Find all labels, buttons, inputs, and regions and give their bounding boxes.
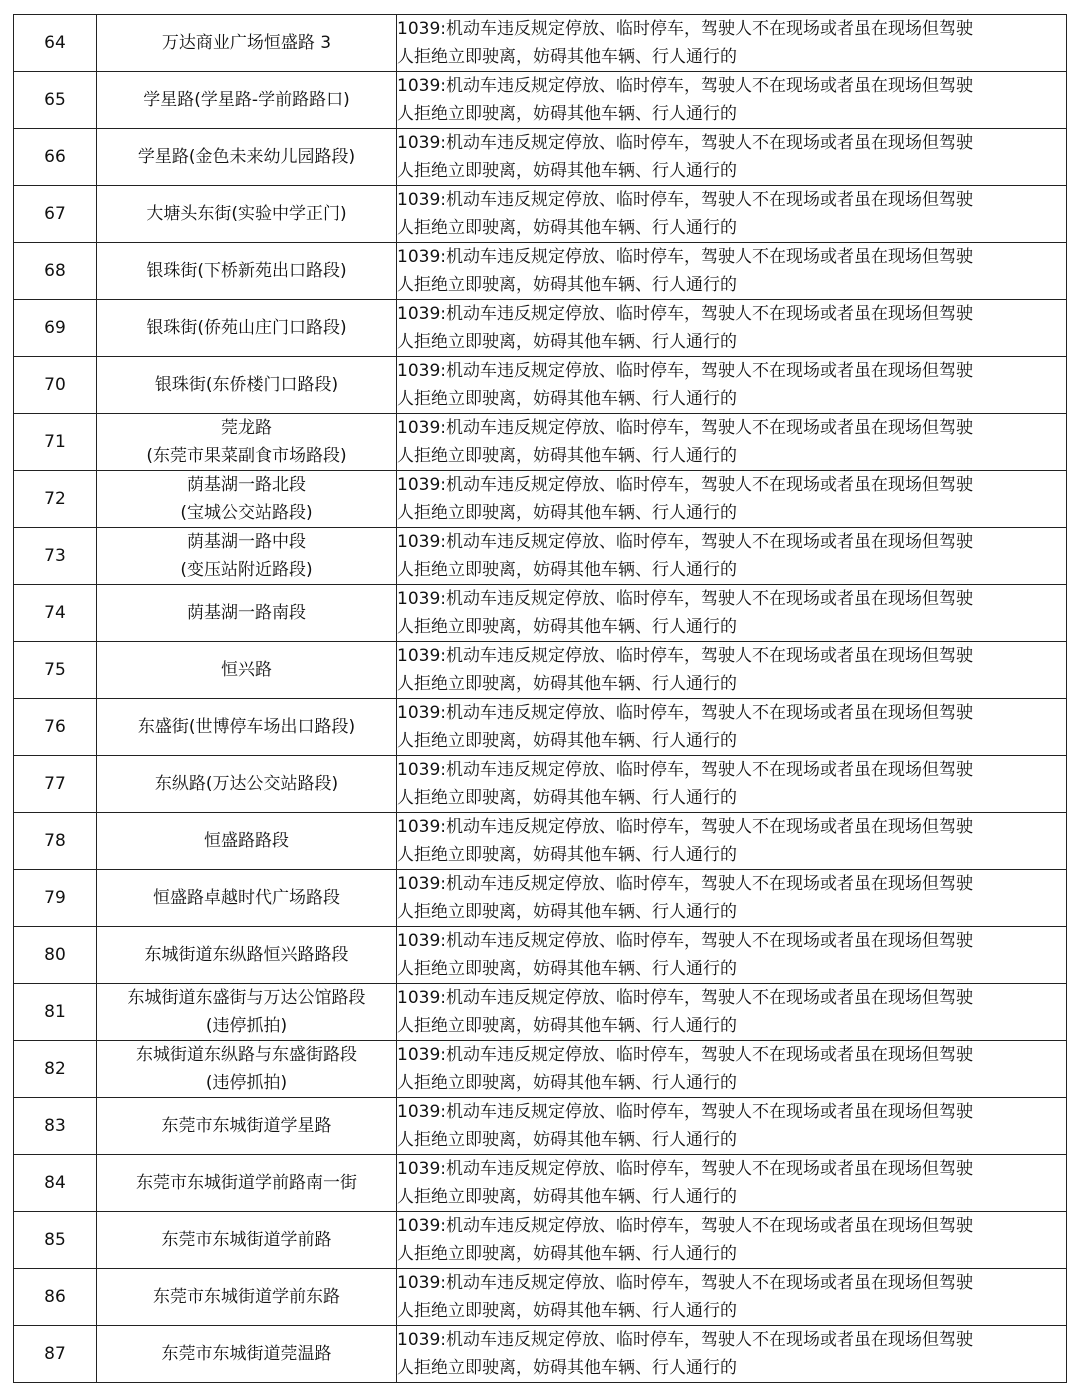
row-number: 65 bbox=[14, 72, 97, 129]
row-number: 67 bbox=[14, 186, 97, 243]
violation-description-cell bbox=[397, 357, 1067, 414]
violation-description-cell bbox=[397, 585, 1067, 642]
table-row bbox=[14, 585, 1067, 642]
location-cell bbox=[97, 129, 397, 186]
table-row bbox=[14, 756, 1067, 813]
violation-description-line: 人拒绝立即驶离，妨碍其他车辆、行人通行的 bbox=[397, 560, 737, 580]
violation-description-cell bbox=[397, 870, 1067, 927]
row-number: 77 bbox=[14, 756, 97, 813]
location-cell bbox=[97, 471, 397, 528]
violation-description-cell bbox=[397, 1041, 1067, 1098]
violation-description-line: 人拒绝立即驶离，妨碍其他车辆、行人通行的 bbox=[397, 161, 737, 181]
location-line: 东莞市东城街道莞温路 bbox=[161, 1344, 332, 1364]
violation-description-line: 1039:机动车违反规定停放、临时停车，驾驶人不在现场或者虽在现场但驾驶 bbox=[397, 133, 973, 153]
violation-description-line: 人拒绝立即驶离，妨碍其他车辆、行人通行的 bbox=[397, 275, 737, 295]
violation-description-cell bbox=[397, 699, 1067, 756]
table-row bbox=[14, 642, 1067, 699]
location-cell bbox=[97, 585, 397, 642]
location-line: (宝城公交站路段) bbox=[180, 503, 313, 523]
location-line: 东盛街(世博停车场出口路段) bbox=[137, 717, 356, 737]
location-cell bbox=[97, 870, 397, 927]
row-number: 71 bbox=[14, 414, 97, 471]
violation-description-line: 人拒绝立即驶离，妨碍其他车辆、行人通行的 bbox=[397, 446, 737, 466]
violation-description-line: 1039:机动车违反规定停放、临时停车，驾驶人不在现场或者虽在现场但驾驶 bbox=[397, 247, 973, 267]
violation-description-line: 1039:机动车违反规定停放、临时停车，驾驶人不在现场或者虽在现场但驾驶 bbox=[397, 1216, 973, 1236]
location-line: 恒兴路 bbox=[221, 660, 272, 680]
table-row bbox=[14, 528, 1067, 585]
location-cell bbox=[97, 699, 397, 756]
violation-description-line: 人拒绝立即驶离，妨碍其他车辆、行人通行的 bbox=[397, 1016, 737, 1036]
location-cell bbox=[97, 1212, 397, 1269]
location-cell bbox=[97, 756, 397, 813]
violation-description-cell bbox=[397, 186, 1067, 243]
location-cell bbox=[97, 984, 397, 1041]
location-line: 东莞市东城街道学星路 bbox=[161, 1116, 332, 1136]
location-cell bbox=[97, 813, 397, 870]
row-number: 75 bbox=[14, 642, 97, 699]
violation-description-line: 1039:机动车违反规定停放、临时停车，驾驶人不在现场或者虽在现场但驾驶 bbox=[397, 589, 973, 609]
table-row bbox=[14, 471, 1067, 528]
violation-description-cell bbox=[397, 300, 1067, 357]
violation-description-line: 人拒绝立即驶离，妨碍其他车辆、行人通行的 bbox=[397, 1358, 737, 1378]
violation-description-line: 1039:机动车违反规定停放、临时停车，驾驶人不在现场或者虽在现场但驾驶 bbox=[397, 988, 973, 1008]
row-number: 64 bbox=[14, 15, 97, 72]
violation-description-line: 人拒绝立即驶离，妨碍其他车辆、行人通行的 bbox=[397, 731, 737, 751]
location-line: 恒盛路卓越时代广场路段 bbox=[153, 888, 340, 908]
violation-description-line: 1039:机动车违反规定停放、临时停车，驾驶人不在现场或者虽在现场但驾驶 bbox=[397, 418, 973, 438]
row-number: 78 bbox=[14, 813, 97, 870]
row-number: 81 bbox=[14, 984, 97, 1041]
location-cell bbox=[97, 1041, 397, 1098]
row-number: 86 bbox=[14, 1269, 97, 1326]
violation-table bbox=[13, 14, 1067, 1383]
violation-description-line: 1039:机动车违反规定停放、临时停车，驾驶人不在现场或者虽在现场但驾驶 bbox=[397, 646, 973, 666]
violation-description-cell bbox=[397, 129, 1067, 186]
violation-description-cell bbox=[397, 1269, 1067, 1326]
row-number: 85 bbox=[14, 1212, 97, 1269]
violation-description-line: 人拒绝立即驶离，妨碍其他车辆、行人通行的 bbox=[397, 389, 737, 409]
location-line: (违停抓拍) bbox=[205, 1016, 288, 1036]
location-line: 东莞市东城街道学前路南一街 bbox=[136, 1173, 357, 1193]
row-number: 79 bbox=[14, 870, 97, 927]
location-line: 银珠街(下桥新苑出口路段) bbox=[146, 261, 347, 281]
violation-description-line: 1039:机动车违反规定停放、临时停车，驾驶人不在现场或者虽在现场但驾驶 bbox=[397, 361, 973, 381]
table-row bbox=[14, 927, 1067, 984]
row-number: 83 bbox=[14, 1098, 97, 1155]
violation-description-line: 人拒绝立即驶离，妨碍其他车辆、行人通行的 bbox=[397, 332, 737, 352]
table-row bbox=[14, 129, 1067, 186]
location-cell bbox=[97, 1326, 397, 1383]
violation-description-line: 人拒绝立即驶离，妨碍其他车辆、行人通行的 bbox=[397, 1130, 737, 1150]
location-line: 大塘头东街(实验中学正门) bbox=[146, 204, 347, 224]
location-cell bbox=[97, 72, 397, 129]
row-number: 66 bbox=[14, 129, 97, 186]
violation-description-line: 人拒绝立即驶离，妨碍其他车辆、行人通行的 bbox=[397, 902, 737, 922]
location-cell bbox=[97, 1098, 397, 1155]
violation-description-line: 人拒绝立即驶离，妨碍其他车辆、行人通行的 bbox=[397, 959, 737, 979]
location-line: 荫基湖一路中段 bbox=[187, 532, 306, 552]
violation-description-cell bbox=[397, 1326, 1067, 1383]
table-row bbox=[14, 1212, 1067, 1269]
location-line: 东纵路(万达公交站路段) bbox=[154, 774, 339, 794]
violation-description-line: 1039:机动车违反规定停放、临时停车，驾驶人不在现场或者虽在现场但驾驶 bbox=[397, 76, 973, 96]
location-line: 东莞市东城街道学前路 bbox=[161, 1230, 332, 1250]
violation-description-line: 人拒绝立即驶离，妨碍其他车辆、行人通行的 bbox=[397, 1187, 737, 1207]
table-row bbox=[14, 300, 1067, 357]
violation-description-line: 1039:机动车违反规定停放、临时停车，驾驶人不在现场或者虽在现场但驾驶 bbox=[397, 532, 973, 552]
location-line: 荫基湖一路南段 bbox=[187, 603, 306, 623]
violation-description-line: 人拒绝立即驶离，妨碍其他车辆、行人通行的 bbox=[397, 218, 737, 238]
violation-description-line: 1039:机动车违反规定停放、临时停车，驾驶人不在现场或者虽在现场但驾驶 bbox=[397, 1102, 973, 1122]
location-line: 学星路(学星路-学前路路口) bbox=[143, 90, 350, 110]
location-cell bbox=[97, 300, 397, 357]
violation-description-cell bbox=[397, 984, 1067, 1041]
location-line: 万达商业广场恒盛路 3 bbox=[161, 33, 332, 53]
row-number: 87 bbox=[14, 1326, 97, 1383]
violation-description-cell bbox=[397, 1212, 1067, 1269]
location-cell bbox=[97, 1269, 397, 1326]
violation-description-line: 1039:机动车违反规定停放、临时停车，驾驶人不在现场或者虽在现场但驾驶 bbox=[397, 703, 973, 723]
violation-description-cell bbox=[397, 414, 1067, 471]
violation-description-line: 1039:机动车违反规定停放、临时停车，驾驶人不在现场或者虽在现场但驾驶 bbox=[397, 874, 973, 894]
table-row bbox=[14, 1326, 1067, 1383]
location-line: (变压站附近路段) bbox=[180, 560, 313, 580]
location-line: (东莞市果菜副食市场路段) bbox=[146, 446, 347, 466]
violation-description-line: 1039:机动车违反规定停放、临时停车，驾驶人不在现场或者虽在现场但驾驶 bbox=[397, 190, 973, 210]
violation-description-cell bbox=[397, 528, 1067, 585]
violation-description-line: 人拒绝立即驶离，妨碍其他车辆、行人通行的 bbox=[397, 47, 737, 67]
table-row bbox=[14, 1155, 1067, 1212]
row-number: 84 bbox=[14, 1155, 97, 1212]
violation-description-line: 人拒绝立即驶离，妨碍其他车辆、行人通行的 bbox=[397, 617, 737, 637]
violation-description-line: 1039:机动车违反规定停放、临时停车，驾驶人不在现场或者虽在现场但驾驶 bbox=[397, 19, 973, 39]
location-cell bbox=[97, 642, 397, 699]
row-number: 69 bbox=[14, 300, 97, 357]
table-row bbox=[14, 186, 1067, 243]
location-line: 学星路(金色未来幼儿园路段) bbox=[137, 147, 356, 167]
location-line: 东城街道东纵路与东盛街路段 bbox=[136, 1045, 357, 1065]
violation-description-line: 人拒绝立即驶离，妨碍其他车辆、行人通行的 bbox=[397, 503, 737, 523]
violation-description-line: 1039:机动车违反规定停放、临时停车，驾驶人不在现场或者虽在现场但驾驶 bbox=[397, 1330, 973, 1350]
location-line: 东莞市东城街道学前东路 bbox=[153, 1287, 340, 1307]
violation-description-cell bbox=[397, 927, 1067, 984]
location-line: 银珠街(侨苑山庄门口路段) bbox=[146, 318, 347, 338]
violation-description-line: 1039:机动车违反规定停放、临时停车，驾驶人不在现场或者虽在现场但驾驶 bbox=[397, 1159, 973, 1179]
row-number: 73 bbox=[14, 528, 97, 585]
violation-description-line: 人拒绝立即驶离，妨碍其他车辆、行人通行的 bbox=[397, 788, 737, 808]
table-row bbox=[14, 1041, 1067, 1098]
violation-description-line: 1039:机动车违反规定停放、临时停车，驾驶人不在现场或者虽在现场但驾驶 bbox=[397, 760, 973, 780]
table-row bbox=[14, 1098, 1067, 1155]
table-row bbox=[14, 1269, 1067, 1326]
violation-description-cell bbox=[397, 243, 1067, 300]
table-row bbox=[14, 357, 1067, 414]
table-row bbox=[14, 813, 1067, 870]
location-cell bbox=[97, 1155, 397, 1212]
violation-description-line: 人拒绝立即驶离，妨碍其他车辆、行人通行的 bbox=[397, 1301, 737, 1321]
location-line: 荫基湖一路北段 bbox=[187, 475, 306, 495]
location-cell bbox=[97, 186, 397, 243]
location-line: 恒盛路路段 bbox=[204, 831, 289, 851]
location-line: 东城街道东纵路恒兴路路段 bbox=[144, 945, 349, 965]
location-cell bbox=[97, 243, 397, 300]
location-cell bbox=[97, 414, 397, 471]
violation-description-cell bbox=[397, 1155, 1067, 1212]
table-row bbox=[14, 699, 1067, 756]
violation-description-cell bbox=[397, 471, 1067, 528]
violation-description-line: 1039:机动车违反规定停放、临时停车，驾驶人不在现场或者虽在现场但驾驶 bbox=[397, 1273, 973, 1293]
location-line: (违停抓拍) bbox=[205, 1073, 288, 1093]
row-number: 82 bbox=[14, 1041, 97, 1098]
table-body bbox=[14, 15, 1067, 1383]
violation-description-line: 1039:机动车违反规定停放、临时停车，驾驶人不在现场或者虽在现场但驾驶 bbox=[397, 931, 973, 951]
location-cell bbox=[97, 357, 397, 414]
violation-description-line: 人拒绝立即驶离，妨碍其他车辆、行人通行的 bbox=[397, 845, 737, 865]
row-number: 80 bbox=[14, 927, 97, 984]
table-row bbox=[14, 15, 1067, 72]
violation-description-line: 人拒绝立即驶离，妨碍其他车辆、行人通行的 bbox=[397, 674, 737, 694]
table-row bbox=[14, 984, 1067, 1041]
location-cell bbox=[97, 927, 397, 984]
table-row bbox=[14, 870, 1067, 927]
table-row bbox=[14, 414, 1067, 471]
location-cell bbox=[97, 15, 397, 72]
row-number: 70 bbox=[14, 357, 97, 414]
violation-description-cell bbox=[397, 756, 1067, 813]
violation-description-line: 人拒绝立即驶离，妨碍其他车辆、行人通行的 bbox=[397, 104, 737, 124]
violation-description-cell bbox=[397, 813, 1067, 870]
location-line: 莞龙路 bbox=[221, 418, 272, 438]
row-number: 72 bbox=[14, 471, 97, 528]
violation-description-cell bbox=[397, 642, 1067, 699]
violation-description-cell bbox=[397, 1098, 1067, 1155]
violation-description-line: 1039:机动车违反规定停放、临时停车，驾驶人不在现场或者虽在现场但驾驶 bbox=[397, 817, 973, 837]
row-number: 68 bbox=[14, 243, 97, 300]
violation-description-line: 1039:机动车违反规定停放、临时停车，驾驶人不在现场或者虽在现场但驾驶 bbox=[397, 475, 973, 495]
table-row bbox=[14, 72, 1067, 129]
violation-description-cell bbox=[397, 72, 1067, 129]
violation-description-line: 人拒绝立即驶离，妨碍其他车辆、行人通行的 bbox=[397, 1244, 737, 1264]
violation-description-line: 1039:机动车违反规定停放、临时停车，驾驶人不在现场或者虽在现场但驾驶 bbox=[397, 304, 973, 324]
violation-description-line: 1039:机动车违反规定停放、临时停车，驾驶人不在现场或者虽在现场但驾驶 bbox=[397, 1045, 973, 1065]
violation-description-cell bbox=[397, 15, 1067, 72]
location-cell bbox=[97, 528, 397, 585]
table-row bbox=[14, 243, 1067, 300]
location-line: 银珠街(东侨楼门口路段) bbox=[154, 375, 339, 395]
location-line: 东城街道东盛街与万达公馆路段 bbox=[127, 988, 366, 1008]
violation-table-container bbox=[13, 14, 1066, 1383]
row-number: 76 bbox=[14, 699, 97, 756]
violation-description-line: 人拒绝立即驶离，妨碍其他车辆、行人通行的 bbox=[397, 1073, 737, 1093]
row-number: 74 bbox=[14, 585, 97, 642]
